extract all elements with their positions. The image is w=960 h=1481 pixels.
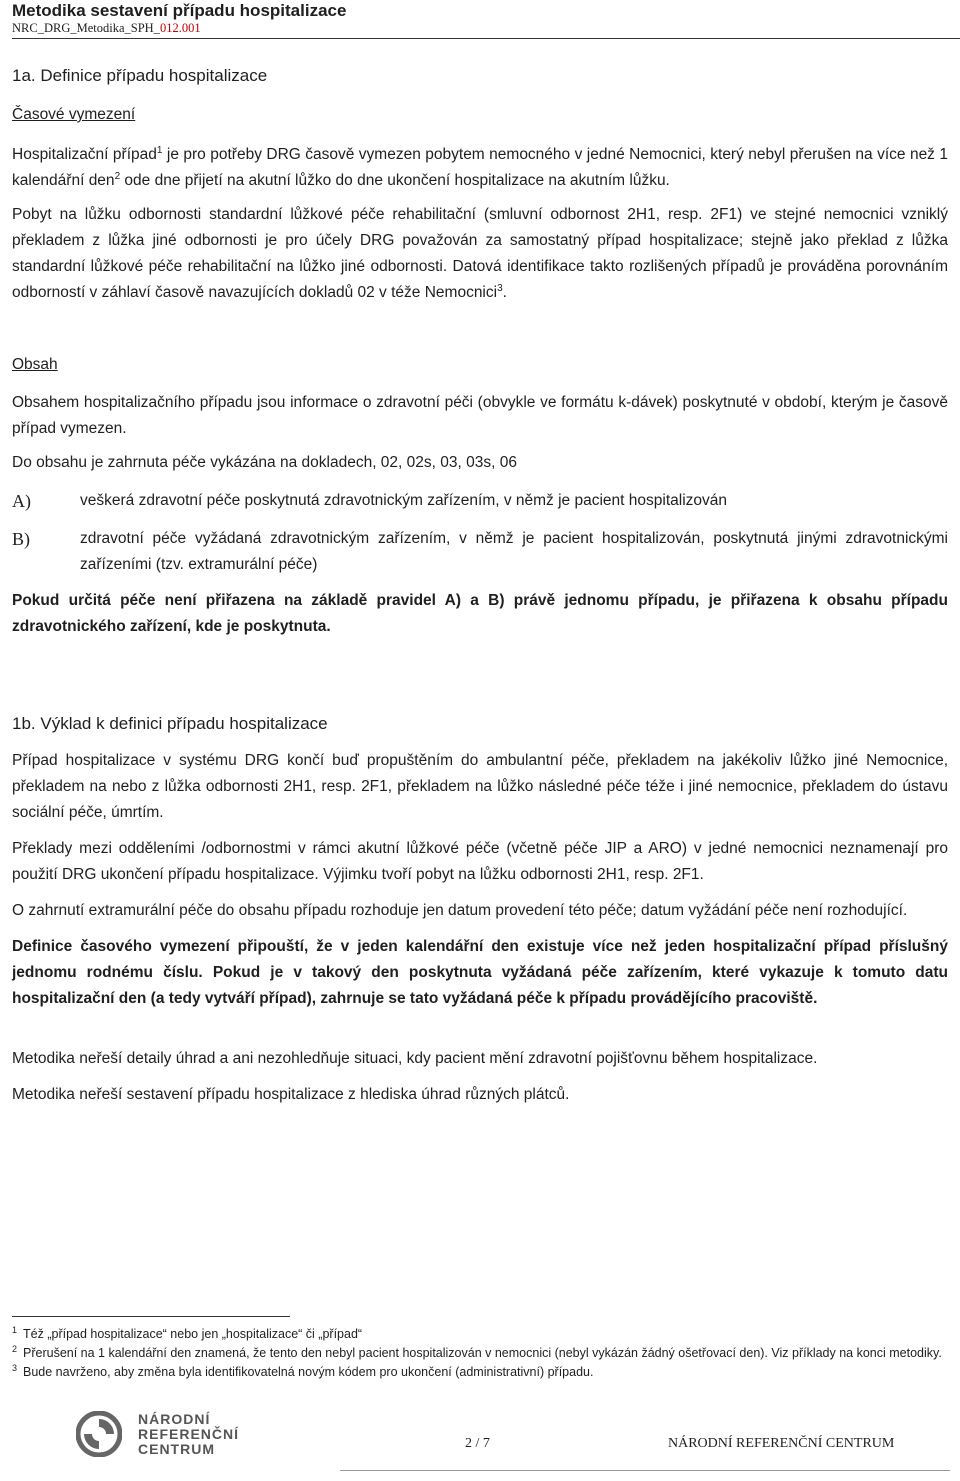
footnote-number: 3 — [12, 1362, 18, 1373]
footnotes — [12, 1325, 942, 1382]
page-number: 2 / 7 — [465, 1436, 490, 1451]
obsah-paragraph-1: Obsahem hospitalizačního případu jsou informace o zdravotní péči (obvykle ve formátu k-dávek) poskytnuté v období, kterým je časově případ vymezen. — [12, 394, 948, 437]
nrc-logo-icon — [76, 1411, 122, 1457]
paragraph-definition — [12, 142, 948, 194]
list-item-letter: B) — [12, 529, 30, 549]
footnote-text: Též „případ hospitalizace“ nebo jen „hospitalizace“ či „případ“ — [23, 1327, 363, 1341]
logo-line: CENTRUM — [138, 1440, 215, 1457]
section-1b-paragraph-4: Definice časového vymezení připouští, že v jeden kalendářní den existuje více než jeden hospitalizační případ příslušný jednomu rodnému číslu. Pokud je v takový den poskytnuta vyžádaná péče zařízením, které vykazuje k tomuto datu hospitalizační den (a tedy vytváří případ), zahrnuje se tato vyžádaná péče k případu provádějícího pracoviště. — [12, 938, 948, 1007]
page-header — [12, 0, 950, 36]
footnote — [12, 1325, 942, 1344]
obsah-rule-paragraph: Pokud určitá péče není přiřazena na základě pravidel A) a B) právě jednomu případu, je přiřazena k obsahu případu zdravotnického zařízení, kde je poskytnuta. — [12, 592, 948, 635]
header-divider — [12, 38, 960, 39]
nrc-logo-text — [138, 1412, 239, 1457]
footnote-text: Bude navrženo, aby změna byla identifikovatelná novým kódem pro ukončení (administrativní) případu. — [23, 1365, 594, 1379]
document-version: 012.001 — [159, 21, 201, 35]
list-item-letter: A) — [12, 491, 31, 511]
paragraph-text: Hospitalizační případ — [12, 146, 157, 163]
section-1b-paragraph-6: Metodika neřeší sestavení případu hospitalizace z hlediska úhrad různých plátců. — [12, 1086, 570, 1103]
document-body — [12, 64, 948, 1108]
footnote-divider — [12, 1316, 290, 1317]
list-item-text: zdravotní péče vyžádaná zdravotnickým zařízením, v němž je pacient hospitalizován, poskytnutá jinými zdravotnickými zařízeními (tzv. extramurální péče) — [80, 530, 948, 573]
section-1a-subtitle: Časové vymezení — [12, 106, 136, 123]
section-1b-paragraph-5: Metodika neřeší detaily úhrad a ani nezohledňuje situaci, kdy pacient mění zdravotní pojišťovnu během hospitalizace. — [12, 1050, 818, 1067]
footer-divider — [340, 1470, 950, 1471]
paragraph-text: . — [502, 284, 507, 301]
logo-line: REFERENČNÍ — [138, 1425, 240, 1442]
footnote-ref-3: 3 — [497, 282, 503, 294]
section-1b-title: 1b. Výklad k definici případu hospitalizace — [12, 714, 328, 733]
paragraph-text: ode dne přijetí na akutní lůžko do dne ukončení hospitalizace na akutním lůžku. — [120, 172, 670, 189]
paragraph-rehab — [12, 202, 948, 306]
footer-organization: NÁRODNÍ REFERENČNÍ CENTRUM — [668, 1436, 895, 1451]
document-code-prefix: NRC_DRG_Metodika_SPH_ — [12, 21, 160, 35]
document-code — [12, 21, 950, 36]
nrc-logo — [76, 1411, 239, 1457]
footnote-number: 1 — [12, 1324, 18, 1335]
footnote — [12, 1363, 942, 1382]
section-1b-paragraph-2: Překlady mezi odděleními /odbornostmi v rámci akutní lůžkové péče (včetně péče JIP a ARO) v jedné nemocnici neznamenají pro použití DRG ukončení případu hospitalizace. Výjimku tvoří pobyt na lůžku odbornosti 2H1, resp. 2F1. — [12, 840, 948, 883]
footnote — [12, 1344, 942, 1363]
list-item-text: veškerá zdravotní péče poskytnutá zdravotnickým zařízením, v němž je pacient hospitalizován — [80, 492, 728, 509]
paragraph-text: je pro potřeby DRG časově vymezen pobytem nemocného v jedné Nemocnici, který nebyl přerušen na více než 1 kalendářní den — [12, 146, 948, 189]
section-1b-paragraph-1: Případ hospitalizace v systému DRG končí buď propuštěním do ambulantní péče, překladem na jakékoliv lůžko jiné Nemocnice, překladem na nebo z lůžka odbornosti 2H1, resp. 2F1, překladem na lůžko následné péče téže i jiné nemocnice, překladem do ústavu sociální péče, úmrtím. — [12, 752, 948, 821]
document-title: Metodika sestavení případu hospitalizace — [12, 1, 347, 20]
paragraph-text: Pobyt na lůžku odbornosti standardní lůžkové péče rehabilitační (smluvní odbornost 2H1, resp. 2F1) ve stejné nemocnici vzniklý překladem z lůžka jiné odbornosti je pro účely DRG považován za samostatný případ hospitalizace; stejně jako překlad z lůžka standardní lůžkové péče rehabilitační na lůžko jiné odbornosti. Datová identifikace takto rozlišených případů je prováděna porovnáním odborností v záhlaví časově navazujících dokladů 02 v téže Nemocnici — [12, 206, 948, 301]
list-item — [12, 526, 948, 578]
footnote-number: 2 — [12, 1343, 18, 1354]
list-item — [12, 488, 948, 514]
footnote-ref-2: 2 — [114, 170, 121, 182]
obsah-title: Obsah — [12, 356, 58, 373]
logo-line: NÁRODNÍ — [138, 1410, 211, 1427]
footnote-text: Přerušení na 1 kalendářní den znamená, že tento den nebyl pacient hospitalizován v nemocnici (nebyl vykázán žádný ošetřovací den). Viz příklady na konci metodiky. — [23, 1346, 942, 1360]
footnote-ref-1: 1 — [156, 144, 163, 156]
section-1a-title: 1a. Definice případu hospitalizace — [12, 66, 268, 85]
section-1b-paragraph-3: O zahrnutí extramurální péče do obsahu případu rozhoduje jen datum provedení této péče; datum vyžádání péče není rozhodující. — [12, 902, 908, 919]
obsah-paragraph-2: Do obsahu je zahrnuta péče vykázána na dokladech, 02, 02s, 03, 03s, 06 — [12, 454, 517, 471]
